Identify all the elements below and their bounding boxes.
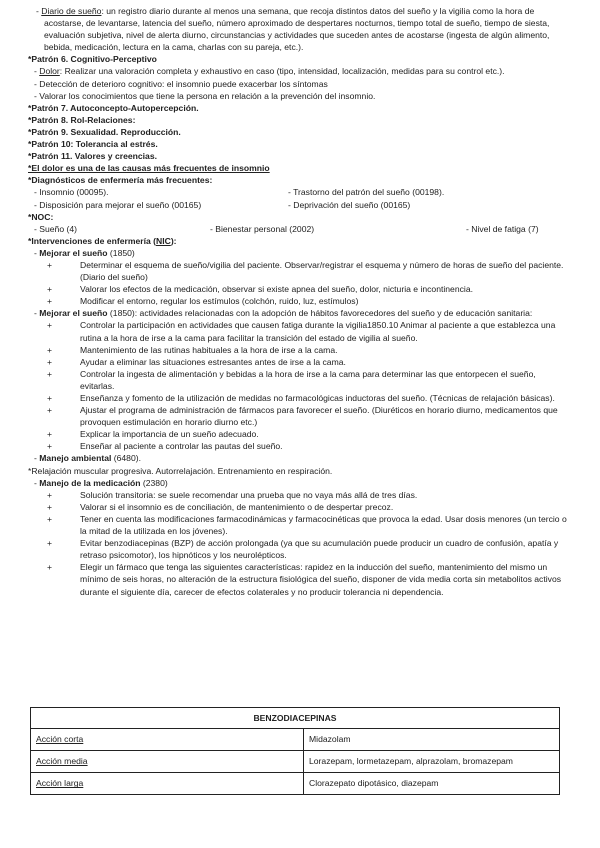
list-item: + Valorar si el insomnio es de conciliación, de mantenimiento o de despertar precoz. [28, 501, 570, 513]
mejorar-sueno-2 [28, 307, 570, 319]
diario-paragraph: - Diario de sueño: un registro diario durante al menos una semana, que recoja distintos datos del sueño y la vigilia como la hora de acostarse, de levantarse, latencia del sueño, número aproximado de despertares nocturnos, tiempo total de sueño, tiempo de siesta, evaluación subjetiva, nivel de alerta diurno, circunstancias y actividades que suceden antes de acostarse (ingesta de algún alimento, bebida, medicación, lectura en la cama, charlas con su pareja, etc.). [36, 6, 550, 53]
table-cell-value: Midazolam [304, 729, 560, 751]
dash: - [34, 308, 40, 319]
list-item: + Ayudar a eliminar las situaciones estresantes antes de irse a la cama. [28, 356, 570, 368]
nic-title [28, 235, 570, 247]
mejorar-sueno-label: Mejorar el sueño [39, 247, 108, 258]
table-row [31, 773, 560, 795]
table-cell-label: Acción corta [31, 729, 304, 751]
table-cell-value: Clorazepato dipotásico, diazepam [304, 773, 560, 795]
list-item: + Solución transitoria: se suele recomendar una prueba que no vaya más allá de tres días. [28, 489, 570, 501]
patron6-item: - Detección de deterioro cognitivo: el insomnio puede exacerbar los síntomas [34, 78, 328, 89]
dash: - [34, 477, 40, 488]
mejorar-sueno-2-list [28, 319, 570, 452]
table-header-row [31, 708, 560, 729]
noc-item: - Bienestar personal (2002) [210, 223, 315, 234]
diagnostico-item: - Deprivación del sueño (00165) [288, 199, 411, 210]
manejo-ambiental-code: (6480). [111, 453, 141, 464]
manejo-ambiental-label: Manejo ambiental [39, 453, 112, 464]
diagnosticos-col2 [288, 186, 444, 210]
diagnosticos-col1 [28, 186, 288, 210]
table-cell-value: Lorazepam, lormetazepam, alprazolam, bromazepam [304, 751, 560, 773]
diagnostico-item: - Disposición para mejorar el sueño (00165) [34, 199, 202, 210]
noc-title: *NOC: [28, 211, 54, 222]
dolor-insomnio-note: *El dolor es una de las causas más frecuentes de insomnio [28, 163, 270, 174]
diario-text: : un registro diario durante al menos una semana, que recoja distintos datos del sueño y la vigilia como la hora de acostarse, de levantarse, latencia del sueño, número aproximado de despertares nocturnos, tiempo total de sueño, tiempo de siesta, evaluación subjetiva, nivel de alerta diurno, circunstancias y actividades que suceden antes de acostarse (ingesta de algún alimento, bebida, medicación, lectura en la cama, charlas con su pareja, etc.). [44, 6, 550, 53]
mejorar-sueno-label: Mejorar el sueño [39, 308, 108, 319]
manejo-medicacion-list [28, 489, 570, 598]
table-cell-label: Acción media [31, 751, 304, 773]
list-item: + Ajustar el programa de administración de fármacos para favorecer el sueño. (Diuréticos en horario diurno, medicamentos que provoquen estimulación en horario diurno etc.) [28, 404, 570, 428]
diario-label: Diario de sueño [41, 6, 102, 16]
mejorar-sueno-1 [28, 247, 570, 259]
manejo-medicacion [28, 477, 570, 489]
table-cell-label: Acción larga [31, 773, 304, 795]
diagnosticos-grid [28, 186, 570, 210]
list-item: + Elegir un fármaco que tenga las siguientes características: rapidez en la inducción del sueño, mantenimiento del mismo un mínimo de seis horas, no alteración de la estructura fisiológica del sueño, disponer de vida media corta sin metabolitos activos durante el siguiente día, carecer de efectos colaterales y no producir tolerancia ni dependencia. [28, 561, 570, 597]
list-item: + Modificar el entorno, regular los estímulos (colchón, ruido, luz, estímulos) [28, 295, 570, 307]
nic-title-prefix: *Intervenciones de enfermería ( [28, 235, 156, 246]
nic-title-suffix: ): [170, 235, 177, 246]
table-row [31, 751, 560, 773]
nic-title-nic: NIC [156, 235, 171, 246]
noc-item: - Sueño (4) [34, 223, 77, 234]
list-item: + Evitar benzodiacepinas (BZP) de acción prolongada (ya que su acumulación puede producir un cuadro de confusión, apatía y retraso psicomotor), los hipnóticos y los neurolépticos. [28, 537, 570, 561]
list-item: + Enseñar al paciente a controlar las pautas del sueño. [28, 440, 570, 452]
manejo-medicacion-label: Manejo de la medicación [39, 477, 141, 488]
patron8-title: *Patrón 8. Rol-Relaciones: [28, 114, 136, 125]
patron11-title: *Patrón 11. Valores y creencias. [28, 151, 157, 162]
noc-grid [28, 223, 570, 235]
dash: - [34, 247, 40, 258]
relajacion-note: *Relajación muscular progresiva. Autorrelajación. Entrenamiento en respiración. [28, 465, 333, 476]
list-item: + Valorar los efectos de la medicación, observar si existe apnea del sueño, dolor, nicturia e incontinencia. [28, 283, 570, 295]
mejorar-sueno-text: (1850): actividades relacionadas con la adopción de hábitos favorecedores del sueño y de educación sanitaria: [107, 308, 533, 319]
patron10-title: *Patrón 10: Tolerancia al estrés. [28, 139, 158, 150]
list-item: + Tener en cuenta las modificaciones farmacodinámicas y farmacocinéticas que provoca la edad. Usar dosis menores (un tercio o la mitad de la utilizada en los jóvenes). [28, 513, 570, 537]
patron6-dolor: - Dolor: Realizar una valoración completa y exhaustivo en caso (tipo, intensidad, localización, medidas para su control etc.). [34, 66, 505, 77]
patron7-title: *Patrón 7. Autoconcepto-Autopercepción. [28, 102, 199, 113]
patron6-item: - Valorar los conocimientos que tiene la persona en relación a la prevención del insomnio. [34, 90, 376, 101]
dolor-text: : Realizar una valoración completa y exhaustivo en caso (tipo, intensidad, localización, medidas para su control etc.). [59, 66, 505, 77]
list-item: + Enseñanza y fomento de la utilización de medidas no farmacológicas inductoras del sueño. (Técnicas de relajación básicas). [28, 392, 570, 404]
patron9-title: *Patrón 9. Sexualidad. Reproducción. [28, 126, 181, 137]
mejorar-sueno-code: (1850) [107, 247, 135, 258]
dash: - [34, 453, 40, 464]
diagnostico-item: - Insomnio (00095). [34, 187, 109, 198]
list-item: + Controlar la participación en actividades que causen fatiga durante la vigilia1850.10 Animar al paciente a que establezca una rutina a la hora de irse a la cama para facilitar la transición del estado de vigilia al sueño. [28, 319, 570, 343]
list-item: + Explicar la importancia de un sueño adecuado. [28, 428, 570, 440]
diagnostico-item: - Trastorno del patrón del sueño (00198). [288, 187, 445, 198]
list-item: + Controlar la ingesta de alimentación y bebidas a la hora de irse a la cama para determinar las que entorpecen el sueño, evitarlas. [28, 368, 570, 392]
list-item: + Mantenimiento de las rutinas habituales a la hora de irse a la cama. [28, 344, 570, 356]
patron6-title: *Patrón 6. Cognitivo-Perceptivo [28, 54, 157, 65]
list-item: + Determinar el esquema de sueño/vigilia del paciente. Observar/registrar el esquema y número de horas de sueño del paciente. (Diario del sueño) [28, 259, 570, 283]
dolor-label: Dolor [39, 66, 60, 77]
noc-item: - Nivel de fatiga (7) [466, 223, 539, 234]
table-row [31, 729, 560, 751]
manejo-ambiental [28, 452, 570, 464]
manejo-medicacion-code: (2380) [140, 477, 168, 488]
table-header: BENZODIACEPINAS [31, 708, 560, 729]
benzodiacepinas-table [30, 707, 560, 795]
mejorar-sueno-1-list [28, 259, 570, 307]
diagnosticos-title: *Diagnósticos de enfermería más frecuentes: [28, 175, 213, 186]
